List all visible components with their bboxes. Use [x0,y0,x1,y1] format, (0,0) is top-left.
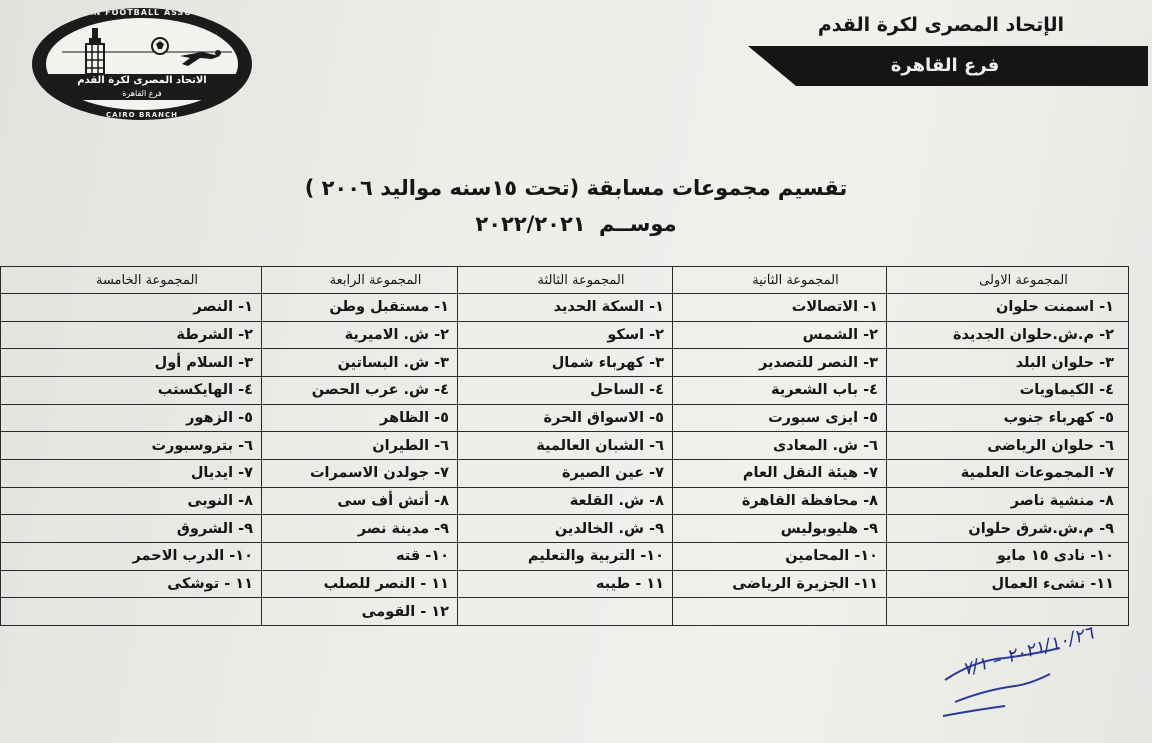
team-cell-group-5 [1,598,262,626]
team-cell-group-5: ١٠- الدرب الاحمر [1,542,262,570]
table-row [1,404,1129,432]
logo-band-sub-text: فرع القاهرة [122,89,162,98]
team-cell-group-3: ٤- الساحل [458,376,673,404]
team-cell-group-2: ١٠- المحامين [673,542,887,570]
team-cell-group-3: ٥- الاسواق الحرة [458,404,673,432]
groups-table [0,266,1129,626]
table-row [1,487,1129,515]
team-cell-group-3 [458,598,673,626]
table-row [1,294,1129,322]
column-header-group-3: المجموعة الثالثة [458,267,673,294]
team-cell-group-1: ٢- م.ش.حلوان الجديدة [887,321,1129,349]
team-cell-group-4: ٢- ش. الاميرية [262,321,458,349]
table-row [1,598,1129,626]
table-row [1,321,1129,349]
team-cell-group-1: ١١- نشىء العمال [887,570,1129,598]
team-cell-group-1: ٥- كهرباء جنوب [887,404,1129,432]
table-row [1,515,1129,543]
table-row [1,570,1129,598]
table-header-row [1,267,1129,294]
team-cell-group-4: ١٢ - القومى [262,598,458,626]
team-cell-group-3: ١١ - طيبه [458,570,673,598]
team-cell-group-3: ١٠- التربية والتعليم [458,542,673,570]
team-cell-group-2: ٧- هيئة النقل العام [673,459,887,487]
federation-name: الإتحاد المصرى لكرة القدم [817,14,1064,36]
team-cell-group-3: ٢- اسكو [458,321,673,349]
team-cell-group-2: ٢- الشمس [673,321,887,349]
team-cell-group-1: ٤- الكيماويات [887,376,1129,404]
team-cell-group-2: ٥- ايزى سبورت [673,404,887,432]
team-cell-group-4: ٣- ش. البساتين [262,349,458,377]
branch-label: فرع القاهرة [890,55,1000,76]
team-cell-group-3: ٣- كهرباء شمال [458,349,673,377]
team-cell-group-4: ١- مستقبل وطن [262,294,458,322]
team-cell-group-1: ٩- م.ش.شرق حلوان [887,515,1129,543]
table-row [1,376,1129,404]
team-cell-group-3: ٧- عين الصيرة [458,459,673,487]
logo-ring-bottom-text: CAIRO BRANCH [106,111,178,119]
team-cell-group-4: ١٠- قته [262,542,458,570]
team-cell-group-2: ١١- الجزيرة الرياضى [673,570,887,598]
team-cell-group-3: ٩- ش. الخالدين [458,515,673,543]
table-row [1,349,1129,377]
team-cell-group-2: ٦- ش. المعادى [673,432,887,460]
logo-emblem-icon [62,22,232,76]
team-cell-group-2 [673,598,887,626]
team-cell-group-2: ٨- محافظة القاهرة [673,487,887,515]
column-header-group-4: المجموعة الرابعة [262,267,458,294]
team-cell-group-1: ٧- المجموعات العلمية [887,459,1129,487]
team-cell-group-1: ٨- منشية ناصر [887,487,1129,515]
team-cell-group-1 [887,598,1129,626]
document-title: تقسيم مجموعات مسابقة (تحت ١٥سنه مواليد ٢٠٠٦ ) [304,176,848,200]
team-cell-group-1: ١٠- نادى ١٥ مايو [887,542,1129,570]
team-cell-group-5: ١١ - توشكى [1,570,262,598]
logo-band-main-text: الاتحاد المصرى لكرة القدم [77,75,207,86]
table-row [1,432,1129,460]
signature-date: ٢٠٢١/١٠/٢٦ – ٧/١ [960,622,1096,681]
team-cell-group-2: ١- الاتصالات [673,294,887,322]
team-cell-group-5: ٣- السلام أول [1,349,262,377]
team-cell-group-3: ٦- الشبان العالمية [458,432,673,460]
logo-band [46,74,238,100]
team-cell-group-5: ١- النصر [1,294,262,322]
season-word: موســم [598,212,677,236]
season-line [0,212,1152,236]
team-cell-group-2: ٩- هليوبوليس [673,515,887,543]
team-cell-group-5: ٨- النوبى [1,487,262,515]
table-row [1,459,1129,487]
team-cell-group-5: ٤- الهايكستب [1,376,262,404]
team-cell-group-2: ٣- النصر للتصدير [673,349,887,377]
season-years: ٢٠٢٢/٢٠٢١ [475,212,586,236]
column-header-group-5: المجموعة الخامسة [1,267,262,294]
team-cell-group-4: ٧- جولدن الاسمرات [262,459,458,487]
team-cell-group-4: ١١ - النصر للصلب [262,570,458,598]
team-cell-group-1: ١- اسمنت حلوان [887,294,1129,322]
team-cell-group-4: ٩- مدينة نصر [262,515,458,543]
column-header-group-1: المجموعة الاولى [887,267,1129,294]
team-cell-group-1: ٣- حلوان البلد [887,349,1129,377]
team-cell-group-4: ٥- الظاهر [262,404,458,432]
logo-ring-top-text: EGYPTIAN FOOTBALL ASSOCIATION [48,8,236,17]
team-cell-group-4: ٤- ش. عرب الحصن [262,376,458,404]
federation-logo [32,8,252,120]
team-cell-group-5: ٦- بتروسبورت [1,432,262,460]
team-cell-group-1: ٦- حلوان الرياضى [887,432,1129,460]
team-cell-group-5: ٧- ايديال [1,459,262,487]
team-cell-group-4: ٦- الطيران [262,432,458,460]
team-cell-group-3: ١- السكة الحديد [458,294,673,322]
team-cell-group-3: ٨- ش. القلعة [458,487,673,515]
team-cell-group-4: ٨- أتش أف سى [262,487,458,515]
team-cell-group-2: ٤- باب الشعرية [673,376,887,404]
team-cell-group-5: ٥- الزهور [1,404,262,432]
table-body [1,294,1129,626]
team-cell-group-5: ٢- الشرطة [1,321,262,349]
table-row [1,542,1129,570]
team-cell-group-5: ٩- الشروق [1,515,262,543]
column-header-group-2: المجموعة الثانية [673,267,887,294]
